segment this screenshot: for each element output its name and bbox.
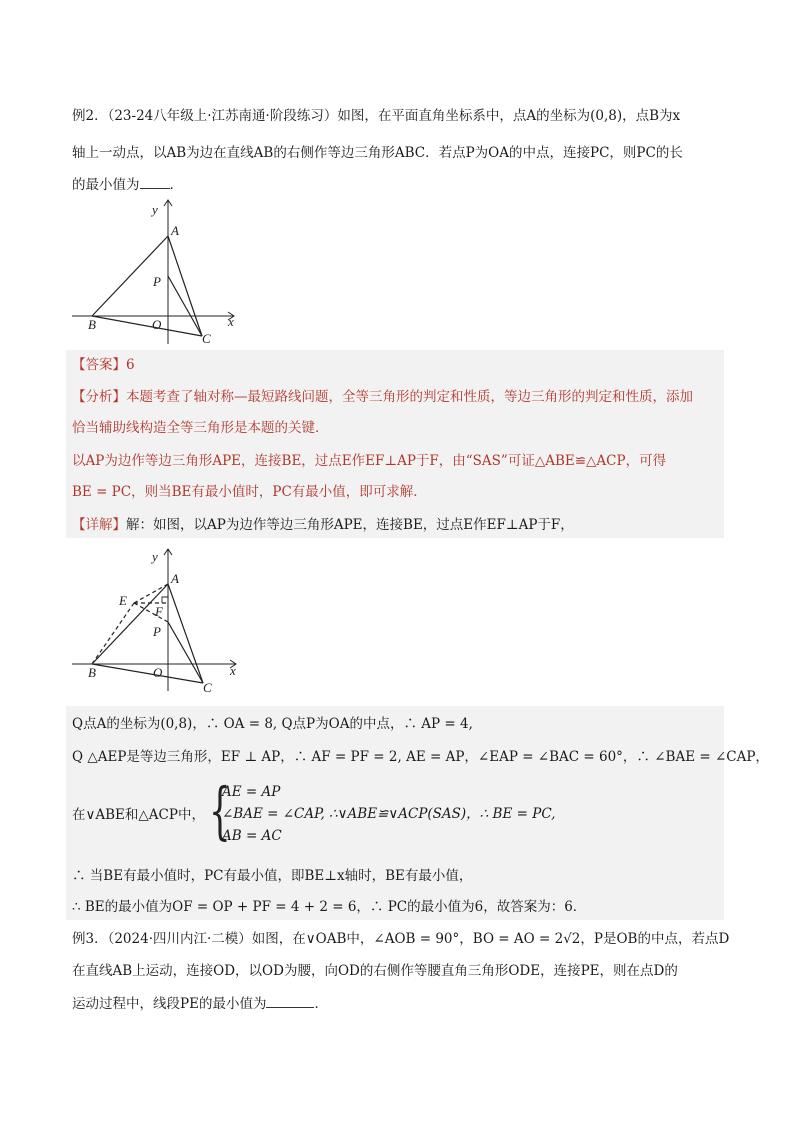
analysis-line4: BE = PC，则当BE有最小值时，PC有最小值，即可求解． — [72, 484, 427, 500]
ex3-line2: 在直线AB上运动，连接OD，以OD为腰，向OD的右侧作等腰直角三角形ODE，连接PE，则在点D的 — [72, 963, 678, 979]
system-eq2: ∠BAE = ∠CAP, ∴∨ABE≌∨ACP(SAS)，∴ BE = PC, — [222, 806, 556, 822]
label-y: y — [152, 202, 158, 217]
seg-BC — [92, 664, 203, 683]
solution-line5: ∴ BE的最小值为OF = OP + PF = 4 + 2 = 6，∴ PC的最小值为6，故答案为：6． — [72, 899, 587, 915]
system-eq1: AE = AP — [222, 784, 281, 800]
analysis-line3: 以AP为边作等边三角形APE，连接BE，过点E作EF⊥AP于F，由“SAS”可证△ABE≌△ACP，可得 — [72, 453, 667, 469]
ex2-line2: 轴上一动点，以AB为边在直线AB的右侧作等边三角形ABC．若点P为OA的中点，连接PC，则PC的长 — [72, 145, 683, 161]
seg-PC — [168, 622, 203, 683]
figure-2 — [70, 545, 250, 695]
label-F: F — [155, 604, 163, 619]
label-B: B — [88, 317, 96, 332]
label-P: P — [153, 274, 161, 289]
label-O: O — [153, 665, 163, 680]
right-angle-mark-icon — [162, 597, 168, 603]
figure-1 — [70, 198, 250, 350]
seg-BC — [92, 316, 202, 336]
label-C: C — [203, 680, 212, 695]
label-x: x — [230, 663, 236, 678]
answer-block — [66, 350, 724, 538]
answer-line: 【答案】6 — [72, 357, 135, 373]
ex3-line1: 例3．（2024·四川内江·二模）如图，在∨OAB中，∠AOB = 90°，BO = AO = 2√2，P是OB的中点，若点D — [72, 931, 730, 947]
solution-line4: ∴ 当BE有最小值时，PC有最小值，即BE⊥x轴时，BE有最小值， — [72, 868, 473, 884]
label-A: A — [171, 571, 179, 586]
seg-EA — [134, 584, 168, 603]
label-A: A — [171, 223, 179, 238]
ex3-line3: 运动过程中，线段PE的最小值为 ． — [72, 993, 328, 1014]
solution-line2: Q △AEP是等边三角形，EF ⊥ AP，∴ AF = PF = 2, AE = AP，∠EAP = ∠BAC = 60°，∴ ∠BAE = ∠CAP， — [72, 749, 769, 765]
label-y: y — [152, 549, 158, 564]
answer-blank-2 — [266, 993, 314, 1008]
label-P: P — [153, 624, 161, 639]
label-E: E — [119, 593, 127, 608]
system-eq3: AB = AC — [222, 828, 282, 844]
seg-AC — [168, 584, 203, 683]
label-x: x — [228, 314, 234, 329]
ex2-line1: 例2．（23-24八年级上·江苏南通·阶段练习）如图，在平面直角坐标系中，点A的坐标为(0,8)，点B为x — [72, 108, 681, 124]
label-C: C — [202, 331, 211, 346]
seg-BE — [92, 603, 134, 664]
label-O: O — [152, 317, 162, 332]
system-brace: { — [209, 774, 231, 847]
detail-line1: 【详解】解：如图，以AP为边作等边三角形APE，连接BE，过点E作EF⊥AP于F， — [72, 517, 574, 533]
answer-blank — [140, 174, 170, 189]
analysis-line1: 【分析】本题考查了轴对称—最短路线问题，全等三角形的判定和性质，等边三角形的判定和性质，添加 — [72, 389, 693, 405]
solution-line1: Q点A的坐标为(0,8)，∴ OA = 8, Q点P为OA的中点，∴ AP = 4, — [72, 716, 473, 732]
solution-line3: 在∨ABE和△ACP中， — [72, 807, 205, 823]
ex2-line3: 的最小值为 ． — [72, 174, 183, 195]
analysis-line2: 恰当辅助线构造全等三角形是本题的关键． — [72, 420, 329, 436]
label-B: B — [88, 665, 96, 680]
